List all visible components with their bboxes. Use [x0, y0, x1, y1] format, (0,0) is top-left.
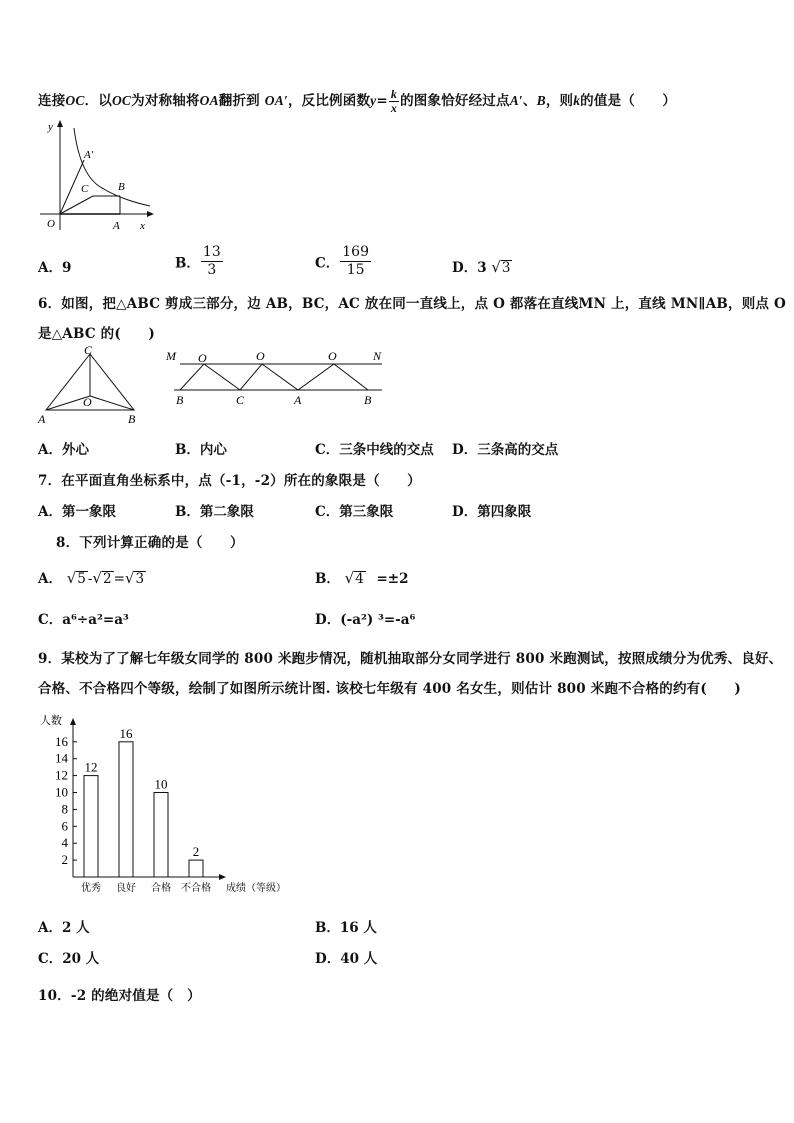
q5-text: 的值是（ ）	[580, 93, 677, 109]
q5-text: 的图象恰好经过点	[400, 93, 510, 109]
point-B-label: B	[128, 412, 136, 426]
radical-sign-icon: √	[344, 569, 355, 587]
q5-var: A′	[509, 93, 523, 108]
q8-option-d[interactable]: D．(-a²) ³=-a⁶	[315, 612, 416, 628]
q5-var: OC	[65, 93, 85, 108]
q5-var: k	[573, 93, 581, 108]
y-axis-arrow	[57, 120, 63, 127]
q5-var: OA	[199, 93, 219, 108]
point-O-label: O	[328, 349, 337, 363]
q7-stem: 7．在平面直角坐标系中，点（-1，-2）所在的象限是（ ）	[38, 473, 421, 489]
q6-figure-triangle	[36, 344, 146, 426]
point-B-label: B	[176, 393, 184, 407]
chart-bar-4	[189, 860, 203, 877]
chart-y-tick-label: 6	[61, 818, 68, 834]
q6-option-b[interactable]: B．内心	[175, 442, 227, 458]
q9-bar-chart	[36, 712, 296, 902]
q7-option-b[interactable]: B．第二象限	[175, 504, 254, 520]
chart-y-label: 人数	[40, 715, 62, 727]
point-N-label: N	[373, 349, 382, 363]
q5-text: ．以	[84, 93, 112, 109]
point-A-label: A	[38, 412, 46, 426]
q6-figure-unfolded	[162, 344, 390, 408]
chart-y-tick-label: 12	[55, 767, 68, 783]
q6-option-a[interactable]: A．外心	[38, 442, 89, 458]
point-M-label: M	[166, 349, 176, 363]
q9-option-c[interactable]: C．20 人	[38, 951, 100, 967]
chart-category-label: 不合格	[181, 883, 211, 894]
point-A-label: A	[113, 220, 120, 232]
q5-fraction: $\frac{k}{x}$	[390, 87, 398, 115]
radical-sign-icon: √	[124, 569, 135, 587]
q6-stem-line2: 是△ABC 的( )	[38, 326, 155, 342]
q5-figure	[36, 118, 160, 236]
chart-bar-value-label: 2	[192, 844, 200, 860]
chart-y-tick-label: 10	[55, 784, 68, 800]
q6-option-c[interactable]: C．三条中线的交点	[315, 442, 434, 458]
zigzag-segments	[180, 364, 368, 390]
q5-option-a[interactable]: A．9	[38, 260, 72, 276]
q5-option-c[interactable]: C． $\frac{169}{15}$	[315, 244, 369, 278]
q5-eq: =	[376, 93, 388, 109]
chart-bar-value-label: 16	[119, 725, 133, 741]
q5-text: 为对称轴将	[131, 93, 200, 109]
point-C-label: C	[81, 183, 89, 195]
q9-option-a[interactable]: A．2 人	[38, 920, 90, 936]
chart-y-tick-label: 2	[61, 852, 68, 868]
q5-option-b-fraction: $\frac{13}{3}$	[202, 244, 221, 278]
q7-option-a[interactable]: A．第一象限	[38, 504, 116, 520]
q5-text: ，反比例函数	[287, 93, 371, 109]
q8-option-c[interactable]: C．a⁶÷a²=a³	[38, 612, 129, 628]
q6-stem-line1: 6．如图，把△ABC 剪成三部分，边 AB，BC，AC 放在同一直线上，点 O 都落在直线MN 上，直线 MN∥AB，则点 O	[38, 296, 786, 312]
chart-bar-value-label: 12	[84, 759, 98, 775]
q8-option-a[interactable]: A． √5 -√2 =√3	[38, 569, 145, 587]
q5-var: y	[370, 93, 377, 108]
point-C-label: C	[84, 344, 93, 357]
chart-y-tick-label: 4	[61, 835, 68, 851]
chart-bar-2	[119, 742, 133, 877]
radical-sign-icon: √	[491, 258, 501, 276]
q7-option-c[interactable]: C．第三象限	[315, 504, 394, 520]
x-axis-arrow	[147, 211, 154, 217]
q5-var: OA′	[264, 93, 288, 108]
chart-category-label: 良好	[116, 883, 136, 894]
point-A-prime-label: A′	[84, 149, 94, 161]
q9-stem-line1: 9．某校为了了解七年级女同学的 800 米跑步情况，随机抽取部分女同学进行 800 米跑测试，按照成绩分为优秀、良好、	[38, 651, 783, 667]
chart-category-label: 优秀	[81, 883, 101, 894]
q5-text: 连接	[38, 93, 66, 109]
x-label: x	[140, 220, 145, 232]
segment-BO	[90, 396, 134, 410]
q8-stem: 8．下列计算正确的是（ ）	[56, 535, 244, 551]
q5-option-c-fraction: $\frac{169}{15}$	[342, 244, 369, 278]
q5-option-d[interactable]: D．3 √3	[452, 258, 511, 276]
q5-text: 翻折到	[218, 93, 260, 109]
chart-y-axis-arrow	[70, 718, 76, 725]
q5-stem	[38, 88, 676, 115]
radical-sign-icon: √	[66, 569, 77, 587]
point-O-label: O	[47, 218, 55, 230]
point-B-label: B	[118, 181, 125, 193]
q5-var: B	[536, 93, 546, 108]
y-label: y	[48, 121, 53, 133]
point-O-label: O	[83, 395, 92, 409]
q5-text: ，则	[545, 93, 574, 109]
q5-text: 、	[522, 93, 537, 109]
radical-sign-icon: √	[92, 569, 102, 587]
q7-option-d[interactable]: D．第四象限	[452, 504, 532, 520]
chart-y-tick-label: 16	[55, 733, 68, 749]
chart-x-label: 成绩（等级）	[226, 883, 286, 894]
point-B-label: B	[364, 393, 372, 407]
point-A-label: A	[294, 393, 302, 407]
q9-option-d[interactable]: D．40 人	[315, 951, 378, 967]
chart-y-tick-label: 14	[55, 750, 68, 766]
point-O-label: O	[256, 349, 265, 363]
q6-option-d[interactable]: D．三条高的交点	[452, 442, 559, 458]
q10-stem: 10．-2 的绝对值是（ ）	[38, 988, 201, 1004]
chart-bar-value-label: 10	[154, 776, 168, 792]
chart-category-label: 合格	[151, 883, 171, 894]
q5-option-b[interactable]: B． $\frac{13}{3}$	[175, 244, 221, 278]
point-O-label: O	[198, 351, 207, 365]
q8-option-b[interactable]: B． √4 =±2	[315, 569, 409, 587]
chart-bar-3	[154, 793, 168, 878]
point-C-label: C	[236, 393, 245, 407]
chart-y-tick-label: 8	[61, 801, 68, 817]
q9-stem-line2: 合格、不合格四个等级，绘制了如图所示统计图. 该校七年级有 400 名女生，则估计 800 米跑不合格的约有( )	[38, 681, 741, 697]
chart-bar-1	[84, 776, 98, 877]
q5-var: OC	[111, 93, 132, 108]
segment-OC	[60, 196, 93, 214]
chart-x-axis-arrow	[219, 874, 226, 880]
q9-option-b[interactable]: B．16 人	[315, 920, 377, 936]
